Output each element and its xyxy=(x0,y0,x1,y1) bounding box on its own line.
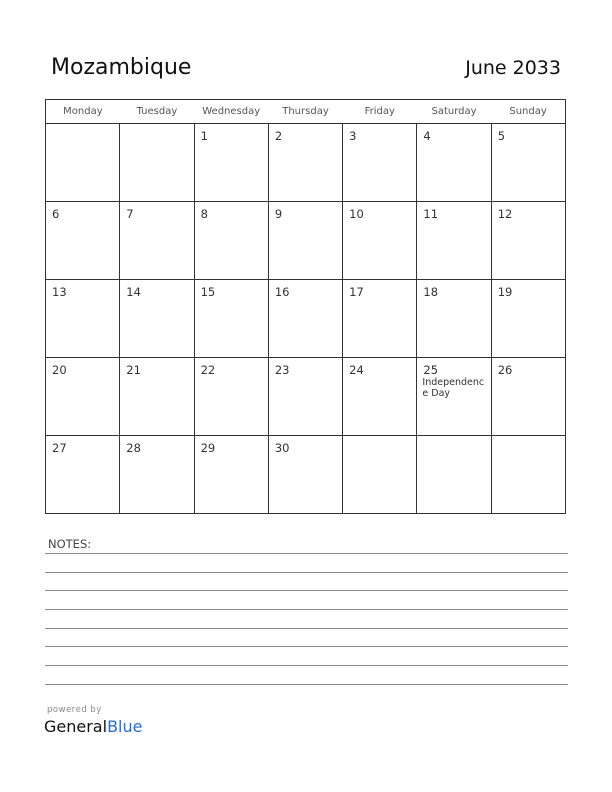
day-cell xyxy=(491,358,565,436)
weekday-wednesday: Wednesday xyxy=(194,100,268,124)
day-number: 7 xyxy=(126,207,134,221)
day-cell xyxy=(268,280,342,358)
week-row xyxy=(46,436,566,514)
day-number: 17 xyxy=(349,285,364,299)
day-cell xyxy=(417,358,491,436)
day-number: 28 xyxy=(126,441,141,455)
day-cell xyxy=(417,436,491,514)
day-cell xyxy=(417,280,491,358)
note-line xyxy=(45,646,568,647)
brand-blue: Blue xyxy=(107,717,143,736)
day-cell xyxy=(194,124,268,202)
day-number: 30 xyxy=(274,441,290,455)
day-cell xyxy=(194,280,268,358)
day-number: 19 xyxy=(497,285,513,299)
day-cell xyxy=(194,436,268,514)
week-row xyxy=(46,358,566,436)
note-line xyxy=(45,553,568,554)
day-number: 3 xyxy=(349,129,357,143)
day-cell xyxy=(120,358,194,436)
note-line xyxy=(45,572,568,573)
day-cell xyxy=(343,358,417,436)
day-cell xyxy=(46,436,120,514)
day-number: 9 xyxy=(274,207,283,221)
week-row xyxy=(46,124,566,202)
weekday-friday: Friday xyxy=(343,100,417,124)
day-number: 18 xyxy=(423,285,439,299)
day-cell xyxy=(417,124,491,202)
day-number: 1 xyxy=(200,129,208,143)
month-year-label: June 2033 xyxy=(465,57,561,79)
holiday-label: Independence Day xyxy=(422,377,485,399)
week-row xyxy=(46,202,566,280)
day-number: 20 xyxy=(52,363,67,377)
day-number: 2 xyxy=(274,129,283,143)
weekday-thursday: Thursday xyxy=(268,100,342,124)
day-cell xyxy=(343,280,417,358)
note-line xyxy=(45,628,568,629)
day-cell xyxy=(491,202,565,280)
powered-by-text: powered by xyxy=(47,705,102,715)
note-line xyxy=(45,665,568,666)
day-number: 16 xyxy=(274,285,290,299)
day-number: 29 xyxy=(200,441,216,455)
note-line xyxy=(45,684,568,685)
day-number: 4 xyxy=(423,129,431,143)
day-number: 13 xyxy=(52,285,67,299)
weekday-saturday: Saturday xyxy=(417,100,491,124)
day-cell xyxy=(120,202,194,280)
day-number: 12 xyxy=(497,207,513,221)
generalblue-logo[interactable] xyxy=(44,717,142,736)
day-cell xyxy=(491,280,565,358)
day-number: 11 xyxy=(423,207,439,221)
day-cell xyxy=(491,436,565,514)
weekday-header-row xyxy=(46,100,566,124)
day-number: 21 xyxy=(126,363,141,377)
weekday-tuesday: Tuesday xyxy=(120,100,194,124)
day-cell xyxy=(120,280,194,358)
day-cell xyxy=(120,436,194,514)
notes-label: NOTES: xyxy=(48,537,92,551)
day-number: 8 xyxy=(200,207,208,221)
note-line xyxy=(45,590,568,591)
day-number: 26 xyxy=(497,363,513,377)
day-number: 23 xyxy=(274,363,290,377)
day-number: 10 xyxy=(349,207,364,221)
day-number: 24 xyxy=(349,363,364,377)
day-cell xyxy=(120,124,194,202)
day-number: 6 xyxy=(52,207,60,221)
day-number: 27 xyxy=(52,441,67,455)
day-number: 25 xyxy=(423,363,439,377)
day-cell xyxy=(194,358,268,436)
day-cell xyxy=(46,280,120,358)
day-cell xyxy=(268,436,342,514)
calendar-title: Mozambique xyxy=(51,55,192,80)
day-cell xyxy=(46,358,120,436)
brand-general: General xyxy=(44,717,108,736)
day-cell xyxy=(417,202,491,280)
day-cell xyxy=(268,124,342,202)
day-cell xyxy=(268,358,342,436)
day-number: 14 xyxy=(126,285,141,299)
note-line xyxy=(45,609,568,610)
day-cell xyxy=(194,202,268,280)
weekday-sunday: Sunday xyxy=(491,100,565,124)
week-row xyxy=(46,280,566,358)
day-number: 15 xyxy=(200,285,216,299)
day-cell xyxy=(46,124,120,202)
day-cell xyxy=(491,124,565,202)
day-cell xyxy=(268,202,342,280)
day-cell xyxy=(343,436,417,514)
day-cell xyxy=(46,202,120,280)
day-cell xyxy=(343,124,417,202)
calendar-grid xyxy=(45,99,566,514)
day-number: 5 xyxy=(497,129,506,143)
day-cell xyxy=(343,202,417,280)
weekday-monday: Monday xyxy=(46,100,120,124)
day-number: 22 xyxy=(200,363,216,377)
